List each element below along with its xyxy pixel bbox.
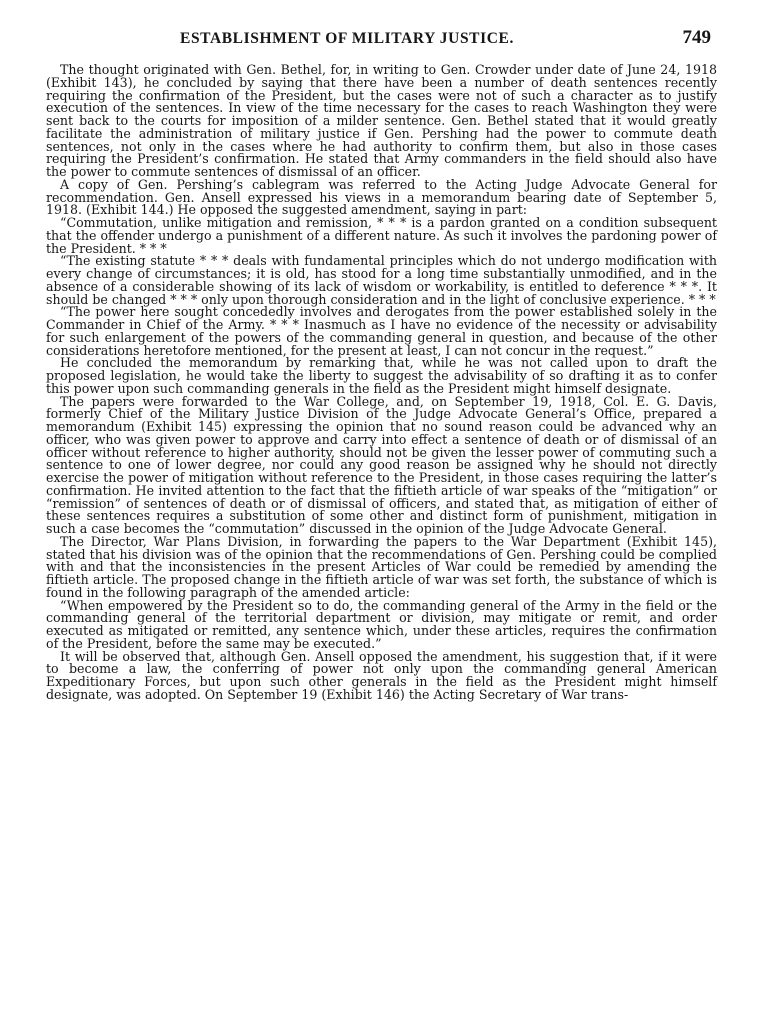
quoted-paragraph: “Commutation, unlike mitigation and remission, * * * is a pardon granted on a condition subsequent that the offender undergo a punishment of a different nature. As such it involves the pardoning power of the President. * * * [46,215,717,256]
body-text [46,64,717,702]
paragraph: He concluded the memorandum by remarking that, while he was not called upon to draft the proposed legislation, he would take the liberty to suggest the advisability of so drafting it as to confer this power upon such commanding generals in the field as the President might himself designate. [46,355,717,396]
paragraph: The papers were forwarded to the War College, and, on September 19, 1918, Col. E. G. Davis, formerly Chief of the Military Justice Division of the Judge Advocate General’s Office, prepared a memorandum (Exhibit 145) expressing the opinion that no sound reason could be advanced why an officer, who was given power to approve and carry into effect a sentence of death or of dismissal of an officer without reference to higher authority, should not be given the lesser power of commuting such a sentence to one of lower degree, nor could any good reason be assigned why he should not directly exercise the power of mitigation without reference to the President, in those cases requiring the latter’s confirmation. He invited attention to the fact that the fiftieth article of war speaks of the “mitigation” or “remission” of sentences of death or of dismissal of officers, and stated that, as mitigation of either of these sentences requires a substitution of some other and distinct form of punishment, mitigation in such a case becomes the “commutation” discussed in the opinion of the Judge Advocate General. [46,393,717,536]
running-title: ESTABLISHMENT OF MILITARY JUSTICE. [180,30,514,47]
paragraph: The thought originated with Gen. Bethel, for, in writing to Gen. Crowder under date of June 24, 1918 (Exhibit 143), he concluded by saying that there have been a number of death sentences recently requiring the confirmation of the President, but the cases were not of such a character as to justify execution of the sentences. In view of the time necessary for the cases to reach Washington they were sent back to the courts for imposition of a milder sentence. Gen. Bethel stated that it would greatly facilitate the administration of military justice if Gen. Pershing had the power to commute death sentences, not only in the cases where he had authority to confirm them, but also in those cases requiring the President’s confirmation. He stated that Army commanders in the field should also have the power to commute sentences of dismissal of an officer. [46,62,717,179]
quoted-paragraph: “The power here sought concededly involves and derogates from the power established solely in the Commander in Chief of the Army. * * * Inasmuch as I have no evidence of the necessity or advisability for such enlargement of the powers of the commanding general in question, and because of the other considerations heretofore mentioned, for the present at least, I can not concur in the request.” [46,304,717,358]
paragraph: It will be observed that, although Gen. Ansell opposed the amendment, his suggestion that, if it were to become a law, the conferring of power not only upon the commanding general American Expeditionary Forces, but upon such other generals in the field as the President might himself designate, was adopted. On September 19 (Exhibit 146) the Acting Secretary of War trans- [46,648,717,702]
paragraph: The Director, War Plans Division, in forwarding the papers to the War Department (Exhibit 145), stated that his division was of the opinion that the recommendations of Gen. Pershing could be complied with and that the inconsistencies in the present Articles of War could be remedied by amending the fiftieth article. The proposed change in the fiftieth article of war was set forth, the substance of which is found in the following paragraph of the amended article: [46,533,717,600]
page-header [46,27,711,52]
page-number: 749 [682,27,711,48]
quoted-paragraph: “The existing statute * * * deals with fundamental principles which do not undergo modification with every change of circumstances; it is old, has stood for a long time substantially unmodified, and in the absence of a considerable showing of its lack of wisdom or workability, is entitled to deference * * *. It should be changed * * * only upon thorough consideration and in the light of conclusive experience. * * * [46,253,717,307]
quoted-paragraph: “When empowered by the President so to do, the commanding general of the Army in the field or the commanding general of the territorial department or division, may mitigate or remit, and order executed as mitigated or remitted, any sentence which, under these articles, requires the confirmation of the President, before the same may be executed.” [46,597,717,651]
paragraph: A copy of Gen. Pershing’s cablegram was referred to the Acting Judge Advocate General for recommendation. Gen. Ansell expressed his views in a memorandum bearing date of September 5, 1918. (Exhibit 144.) He opposed the suggested amendment, saying in part: [46,176,717,218]
